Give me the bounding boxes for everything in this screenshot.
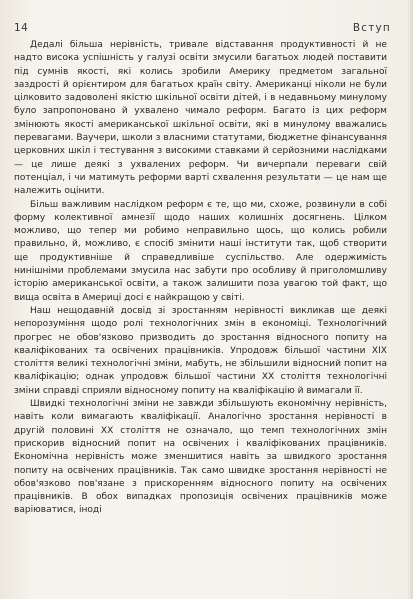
paragraph: Дедалі більша нерівність, тривале відставання продуктивності й не надто висока успішність у галузі освіти змусили багатьох людей поставити під сумнів якості, які колись зробили Америку предметом загальної заздрості й орієнтиром для багатьох країн світу. Американці ніколи не були цілковито задоволені якістю шкільної освіти дітей, і в недавньому минулому було запропоновано й ухвалено чимало реформ. Багато із цих реформ змінюють якості американської шкільної освіти, які в минулому вважались перевагами. Ваучери, школи з власними статутами, бюджетне фінансування церковних шкіл і тестування з високими ставками й серйозними наслідками — це лише деякі з ухвалених реформ. Чи вичерпали переваги свій потенціал, і чи матимуть реформи варті схвалення результати — це нам ще належить оцінити. (14, 40, 387, 197)
body-text (14, 39, 387, 518)
page-number: 14 (14, 22, 29, 34)
page-edge-shadow (407, 0, 413, 599)
running-head: Вступ (352, 22, 391, 34)
paragraph: Більш важливим наслідком реформ є те, що ми, схоже, розвинули в собі форму колективної амнезії щодо наших колишніх досягнень. Цілком можливо, що тепер ми робимо неправильно щось, що колись робили правильно, й, можливо, є спосіб змінити наші інститути так, щоб створити ще продуктивніше й справедливіше суспільство. Але одержимість нинішніми проблемами змусила нас забути про особливу й приголомшливу історію американської освіти, а також залишити поза увагою той факт, що вища освіта в Америці досі є найкращою у світі. (14, 199, 387, 303)
page-header (0, 22, 413, 38)
paragraph: Наш нещодавній досвід зі зростанням нерівності викликав ще деякі непорозуміння щодо ролі технологічних змін в економіці. Технологічний прогрес не обов'язково призводить до зростання відносного попиту на кваліфікованих та освічених працівників. Упродовж більшої частини XIX століття великі технологічні зміни, мабуть, не збільшили відносний попит на кваліфікацію; однак упродовж більшої частини XX століття технологічні зміни справді сприяли відносному попиту на кваліфікацію й вимагали її. (14, 305, 387, 396)
paragraph: Швидкі технологічні зміни не завжди збільшують економічну нерівність, навіть коли вимагають кваліфікації. Аналогічно зростання нерівності в другій половині XX століття не означало, що темп технологічних змін прискорив відносний попит на освічених і кваліфікованих працівників. Економічна нерівність може зменшитися навіть за швидкого зростання попиту на освічених працівників. Так само швидке зростання нерівності не обов'язково пов'язане з прискоренням відносного попиту на освічених працівників. В обох випадках пропозиція освічених працівників може варіюватися, іноді (14, 399, 387, 516)
